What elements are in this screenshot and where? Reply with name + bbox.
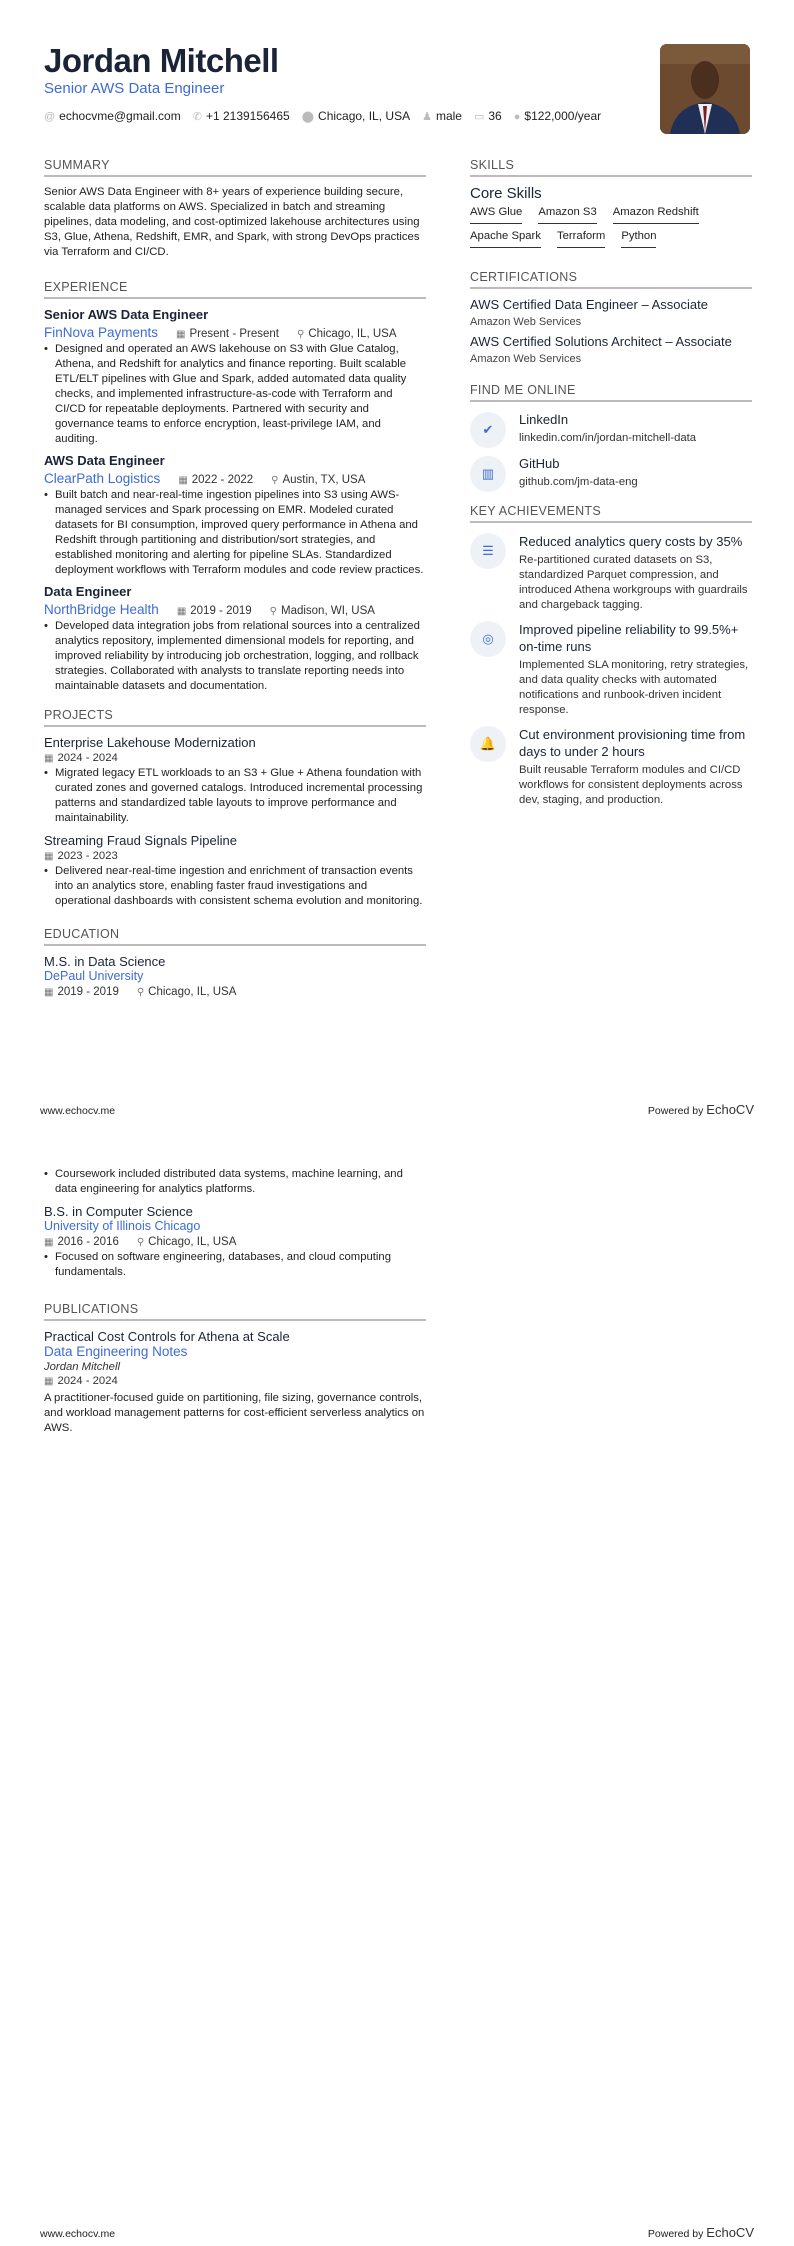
contact-text: 36 [488,109,502,123]
job-meta [44,602,426,617]
bell-icon: 🔔 [470,726,506,762]
achievement-text [519,621,752,718]
skill-group-title: Core Skills [470,185,542,202]
powered-by: Powered by [647,2228,704,2240]
location-text: Austin, TX, USA [282,474,366,486]
skill-tag: AWS Glue [470,206,522,224]
contact-text: male [435,109,462,123]
project-dates [44,752,426,764]
footer [40,2225,754,2240]
location [270,605,375,617]
github-icon: ▥ [470,456,506,492]
education-item [44,1204,426,1280]
project-bullet: • Delivered near-real-time ingestion and enrichment of transaction events into an analytics store, enabling faster fraud investigations and operational dashboards with consistent schema evolution and monitoring. [44,864,426,909]
dates: 2019 - 2019 [57,986,119,998]
contact-item [422,109,462,123]
location-icon: ⚲ [136,987,145,998]
brand-logo: EchoCV [706,1102,754,1117]
salary-icon: ● [513,111,521,123]
certification-name: AWS Certified Data Engineer – Associate [470,297,708,312]
left-column [44,138,426,1000]
footer-site-link[interactable]: www.echocv.me [40,2228,116,2240]
location [271,474,365,486]
footer-site-link[interactable]: www.echocv.me [40,1105,116,1117]
calendar-icon: ▭ [473,111,485,123]
skill-tag: Python [621,230,656,248]
calendar-icon: ▦ [44,1237,54,1248]
achievement-description: Built reusable Terraform modules and CI/CD workflows for consistent deployments across dev, staging, and production. [519,764,743,806]
date-range: 2023 - 2023 [57,850,118,862]
contact-text: echocvme@gmail.com [59,109,181,123]
resume-page-2 [0,1123,794,2246]
experience-heading: EXPERIENCE [44,280,426,299]
project-item [44,833,426,909]
company-name: ClearPath Logistics [44,471,161,486]
target-icon: ◎ [470,621,506,657]
certification-issuer: Amazon Web Services [470,316,582,328]
experience-item [44,453,426,578]
dates: 2024 - 2024 [57,1375,118,1387]
profile-photo [660,44,750,134]
achievement-item [470,533,752,613]
calendar-icon: ▦ [44,851,54,862]
dates: 2016 - 2016 [57,1236,119,1248]
project-name: Streaming Fraud Signals Pipeline [44,833,237,848]
publication-item [44,1329,426,1436]
school: University of Illinois Chicago [44,1219,201,1233]
calendar-icon: ▦ [176,606,187,617]
contact-item [474,109,502,123]
contact-text: $122,000/year [524,109,602,123]
achievement-text [519,726,752,808]
left-column-page-2 [44,1167,426,1436]
experience-item [44,584,426,694]
online-profile[interactable] [470,456,752,492]
location-icon: ⚲ [136,1237,145,1248]
contact-item [514,109,601,123]
contact-item [302,109,410,123]
achievement-description: Re-partitioned curated datasets on S3, standardized Parquet compression, and introduced Athena workgroups with guardrails and chargeback tagging. [519,554,748,611]
calendar-icon: ▦ [176,329,186,340]
company-name: NorthBridge Health [44,602,159,617]
education-bullet: • Focused on software engineering, databases, and cloud computing fundamentals. [44,1250,426,1280]
achievement-item [470,726,752,808]
skill-tag: Amazon Redshift [613,206,699,224]
company-name: FinNova Payments [44,325,159,340]
publication-description: A practitioner-focused guide on partitioning, file sizing, governance controls, and workload management patterns for cost-efficient serverless analytics on AWS. [44,1392,425,1434]
online-text [519,412,696,448]
job-bullet: • Developed data integration jobs from relational sources into a centralized analytics repository, implemented dimensional models for reporting, and improved reliability by introducing job orchestration, logging, and rollback strategies. Collaborated with analysts to translate reporting needs into maintainable datasets and documentation. [44,619,426,694]
author: Jordan Mitchell [44,1361,120,1373]
skill-tag: Amazon S3 [538,206,596,224]
right-column [470,138,752,816]
dates [177,605,252,617]
location-icon: ⬤ [301,111,315,123]
phone-icon: ✆ [192,111,202,123]
experience-list [44,307,426,694]
school: DePaul University [44,969,144,983]
location-icon: ⚲ [271,475,279,486]
contact-item [44,109,181,123]
project-bullet: • Migrated legacy ETL workloads to an S3 + Glue + Athena foundation with curated zones and governed catalogs. Introduced incremental processing patterns and standardized table layouts to improve performance and maintainability. [44,766,426,826]
certifications-list [470,297,752,365]
location-icon: ⚲ [269,606,277,617]
projects-list [44,735,426,909]
achievement-item [470,621,752,718]
location: Chicago, IL, USA [148,1236,237,1248]
skill-tag: Apache Spark [470,230,541,248]
calendar-icon: ▦ [44,987,54,998]
project-name: Enterprise Lakehouse Modernization [44,735,256,750]
contact-text: Chicago, IL, USA [318,109,411,123]
skill-tag: Terraform [557,230,605,248]
certifications-heading: CERTIFICATIONS [470,270,752,289]
publication-title: Practical Cost Controls for Athena at Scale [44,1329,290,1344]
project-dates [44,850,426,862]
date-range: Present - Present [189,328,279,340]
date-range: 2019 - 2019 [190,605,252,617]
job-title: Senior AWS Data Engineer [44,307,209,322]
job-bullet: • Designed and operated an AWS lakehouse on S3 with Glue Catalog, Athena, and Redshift for analytics and finance reporting. Built scalable ETL/ELT pipelines with Glue and Spark, added automated data quality checks, and implemented infrastructure-as-code with Terraform and CI/CD for repeatable deployments. Partnered with security and governance teams to enforce encryption, least-privilege IAM, and auditing. [44,342,426,447]
calendar-icon: ▦ [44,753,54,764]
online-list [470,412,752,492]
experience-item [44,307,426,447]
achievements-heading: KEY ACHIEVEMENTS [470,504,752,523]
skill-tags [470,206,752,248]
online-text [519,456,638,492]
certification-issuer: Amazon Web Services [470,353,582,365]
project-item [44,735,426,826]
calendar-icon: ▦ [178,475,188,486]
publisher: Data Engineering Notes [44,1344,188,1359]
summary-text: Senior AWS Data Engineer with 8+ years of experience building secure, scalable data platforms on AWS. Specialized in batch and streaming pipelines, data modeling, and cost-optimized lakehouse architectures using S3, Glue, Athena, Redshift, EMR, and Spark, with strong DevOps practices via Terraform and CI/CD. [44,186,420,258]
location-text: Madison, WI, USA [280,605,375,617]
education-bullet: • Coursework included distributed data systems, machine learning, and data engineering for analytics platforms. [44,1167,426,1197]
job-bullet: • Built batch and near-real-time ingestion pipelines into S3 using AWS-managed services and Spark processing on EMR. Modeled curated datasets for BI consumption, improved query performance in Athena and Redshift through partitioning and distribution/sort strategies, and established monitoring and alerting for pipeline SLAs. Standardized deployment workflows with Terraform modules and code review practices. [44,488,426,578]
projects-heading: PROJECTS [44,708,426,727]
education-heading: EDUCATION [44,927,426,946]
location: Chicago, IL, USA [148,986,237,998]
online-link[interactable]: linkedin.com/in/jordan-mitchell-data [519,432,697,444]
online-link[interactable]: github.com/jm-data-eng [519,476,638,488]
contact-text: +1 2139156465 [205,109,290,123]
achievement-title: Improved pipeline reliability to 99.5%+ on-time runs [519,622,739,654]
person-icon: ♟ [422,111,432,123]
job-meta [44,325,426,340]
at-icon: @ [44,111,56,123]
achievement-title: Reduced analytics query costs by 35% [519,534,743,549]
powered-by: Powered by [647,1105,704,1117]
candidate-name: Jordan Mitchell [44,42,279,79]
brand-logo: EchoCV [706,2225,754,2240]
location-text: Chicago, IL, USA [308,328,397,340]
contact-item [193,109,290,123]
certification-name: AWS Certified Solutions Architect – Associate [470,334,732,349]
achievement-description: Implemented SLA monitoring, retry strategies, and data quality checks with automated notifications and runbook-driven incident response. [519,659,749,716]
degree: B.S. in Computer Science [44,1204,193,1219]
dates [178,474,253,486]
achievement-text [519,533,752,613]
job-title: Data Engineer [44,584,132,599]
lines-icon: ☰ [470,533,506,569]
date-range: 2022 - 2022 [191,474,254,486]
education-item [44,954,426,998]
degree: M.S. in Data Science [44,954,166,969]
skills-heading: SKILLS [470,158,752,177]
job-title: AWS Data Engineer [44,453,165,468]
online-label: GitHub [519,456,560,471]
contact-line [44,109,601,123]
publications-heading: PUBLICATIONS [44,1302,426,1321]
candidate-title: Senior AWS Data Engineer [44,80,225,97]
job-meta [44,471,426,486]
summary-heading: SUMMARY [44,158,426,177]
location [297,328,397,340]
online-label: LinkedIn [519,412,569,427]
dates [176,328,279,340]
achievements-list [470,533,752,808]
online-heading: FIND ME ONLINE [470,383,752,402]
linkedin-icon: ✔ [470,412,506,448]
footer [40,1102,754,1117]
online-profile[interactable] [470,412,752,448]
calendar-icon: ▦ [44,1376,54,1387]
date-range: 2024 - 2024 [57,752,118,764]
location-icon: ⚲ [296,329,305,340]
achievement-title: Cut environment provisioning time from days to under 2 hours [519,727,746,759]
